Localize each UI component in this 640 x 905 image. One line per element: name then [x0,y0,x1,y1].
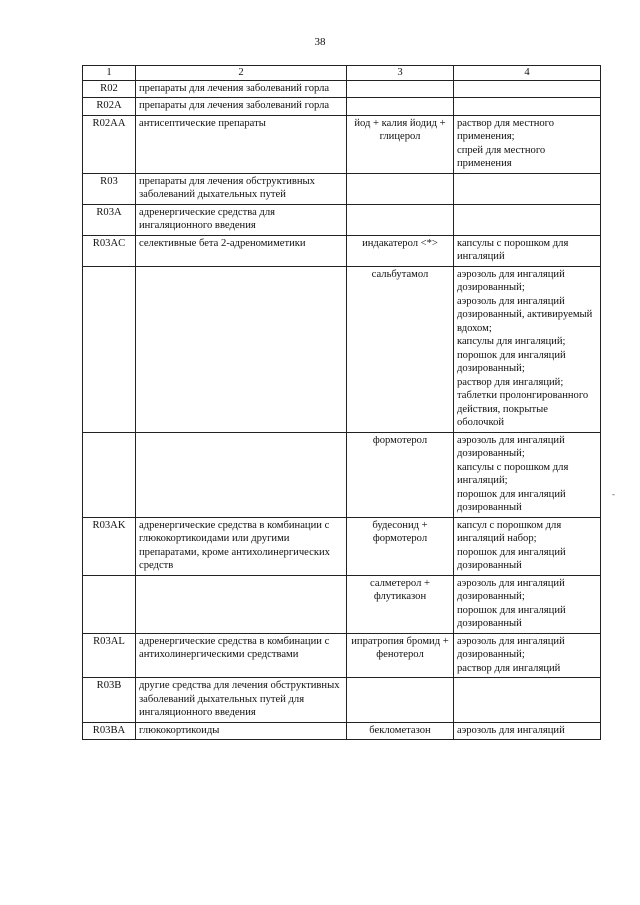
dosage-form-cell: капсул с порошком для ингаляций набор; порошок для ингаляций дозированный [454,517,601,575]
page-number: 38 [314,36,326,48]
dosage-form-cell: капсулы с порошком для ингаляций [454,235,601,266]
table-row [83,722,601,740]
inn-cell: будесонид + формотерол [347,517,454,575]
inn-cell: сальбутамол [347,266,454,432]
table-row [83,432,601,517]
header-col-4: 4 [454,66,601,81]
inn-cell: индакатерол <*> [347,235,454,266]
group-name-cell: препараты для лечения заболеваний горла [136,80,347,98]
inn-cell [347,98,454,116]
table-row [83,98,601,116]
group-name-cell: адренергические средства в комбинации с антихолинергическими средствами [136,633,347,678]
stray-mark: - [612,489,615,499]
atc-code-cell [83,266,136,432]
group-name-cell [136,575,347,633]
dosage-form-cell: аэрозоль для ингаляций дозированный; аэрозоль для ингаляций дозированный, активируемый вдохом; капсулы для ингаляций; порошок для ингаляций дозированный; раствор для ингаляций; таблетки пролонгированного действия, покрытые оболочкой [454,266,601,432]
inn-cell [347,678,454,723]
group-name-cell: другие средства для лечения обструктивных заболеваний дыхательных путей для ингаляционного введения [136,678,347,723]
atc-code-cell: R03A [83,204,136,235]
table-row [83,633,601,678]
dosage-form-cell [454,80,601,98]
group-name-cell: препараты для лечения заболеваний горла [136,98,347,116]
dosage-form-cell: аэрозоль для ингаляций дозированный; капсулы с порошком для ингаляций; порошок для ингаляций дозированный [454,432,601,517]
dosage-form-cell: аэрозоль для ингаляций [454,722,601,740]
inn-cell: формотерол [347,432,454,517]
atc-code-cell [83,432,136,517]
inn-cell [347,173,454,204]
inn-cell: йод + калия йодид + глицерол [347,115,454,173]
group-name-cell [136,266,347,432]
inn-cell [347,204,454,235]
atc-code-cell: R03AC [83,235,136,266]
dosage-form-cell [454,204,601,235]
header-col-1: 1 [83,66,136,81]
table-row [83,235,601,266]
table-body [83,80,601,740]
dosage-form-cell [454,173,601,204]
group-name-cell: адренергические средства для ингаляционного введения [136,204,347,235]
table-row [83,678,601,723]
header-row [83,66,601,81]
inn-cell [347,80,454,98]
drug-table [82,65,601,740]
atc-code-cell: R02AA [83,115,136,173]
inn-cell: беклометазон [347,722,454,740]
group-name-cell: глюкокортикоиды [136,722,347,740]
atc-code-cell: R03AL [83,633,136,678]
table-row [83,517,601,575]
header-col-3: 3 [347,66,454,81]
atc-code-cell: R03 [83,173,136,204]
atc-code-cell: R03B [83,678,136,723]
group-name-cell [136,432,347,517]
group-name-cell: препараты для лечения обструктивных заболеваний дыхательных путей [136,173,347,204]
dosage-form-cell [454,98,601,116]
atc-code-cell: R02A [83,98,136,116]
table-row [83,266,601,432]
group-name-cell: антисептические препараты [136,115,347,173]
group-name-cell: селективные бета 2-адреномиметики [136,235,347,266]
table-row [83,575,601,633]
dosage-form-cell [454,678,601,723]
table-row [83,204,601,235]
dosage-form-cell: раствор для местного применения; спрей для местного применения [454,115,601,173]
dosage-form-cell: аэрозоль для ингаляций дозированный; порошок для ингаляций дозированный [454,575,601,633]
header-col-2: 2 [136,66,347,81]
table-row [83,115,601,173]
atc-code-cell: R03BA [83,722,136,740]
table-row [83,173,601,204]
atc-code-cell [83,575,136,633]
inn-cell: салметерол + флутиказон [347,575,454,633]
table-row [83,80,601,98]
inn-cell: ипратропия бромид + фенотерол [347,633,454,678]
atc-code-cell: R02 [83,80,136,98]
atc-code-cell: R03AK [83,517,136,575]
dosage-form-cell: аэрозоль для ингаляций дозированный; раствор для ингаляций [454,633,601,678]
group-name-cell: адренергические средства в комбинации с глюкокортикоидами или другими препаратами, кроме антихолинергических средств [136,517,347,575]
